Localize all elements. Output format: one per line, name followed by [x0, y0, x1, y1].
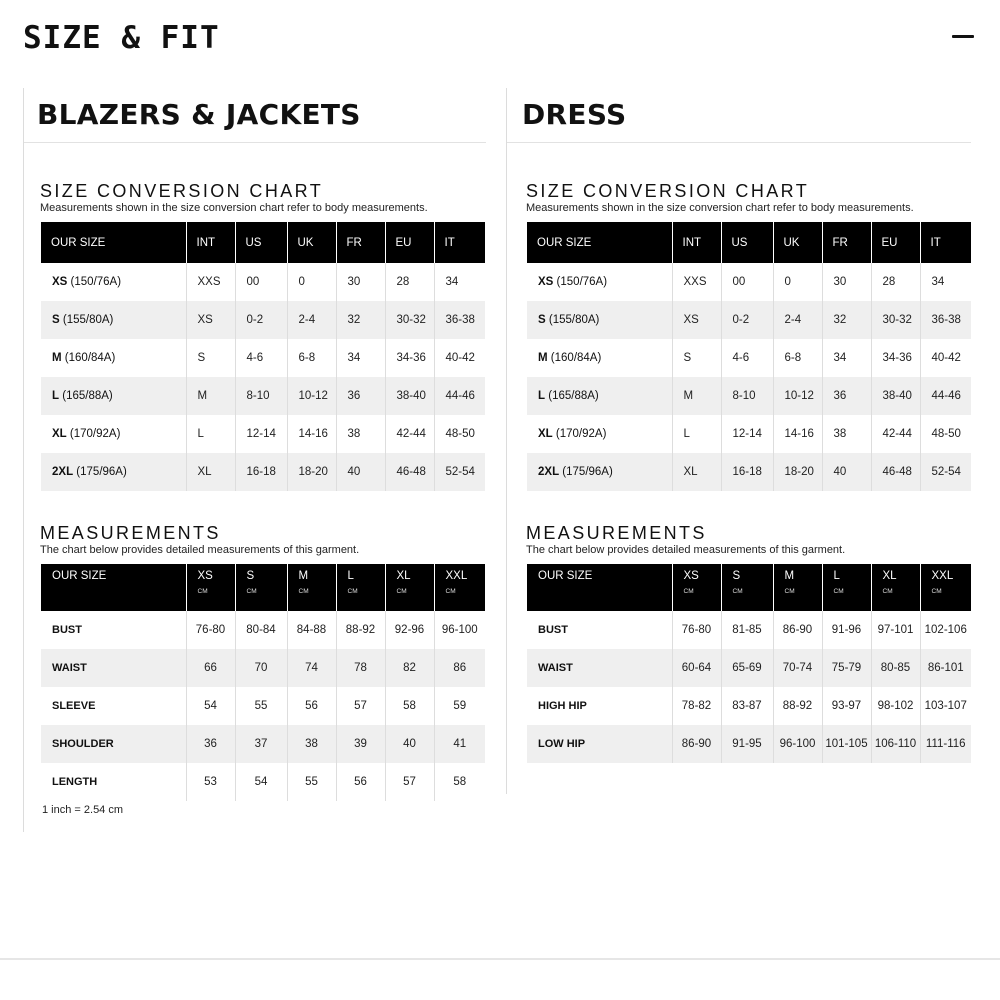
column-header: IT	[920, 222, 971, 263]
table-cell: 55	[287, 763, 336, 801]
size-label	[527, 301, 672, 339]
table-header-row	[527, 222, 971, 263]
size-label	[527, 339, 672, 377]
column-header: INT	[186, 222, 235, 263]
table-cell: 76-80	[186, 611, 235, 649]
table-cell: 97-101	[871, 611, 920, 649]
size-label	[41, 415, 186, 453]
table-cell: 14-16	[773, 415, 822, 453]
table-cell: 84-88	[287, 611, 336, 649]
table-cell: 00	[721, 263, 773, 301]
table-cell: 70	[235, 649, 287, 687]
table-cell: 106-110	[871, 725, 920, 763]
page-title: SIZE & FIT	[23, 20, 220, 56]
size-label	[41, 263, 186, 301]
size-column-header	[822, 564, 871, 611]
column-header: FR	[822, 222, 871, 263]
table-cell: 78	[336, 649, 385, 687]
size-code: 2XL	[52, 466, 74, 478]
size-detail: (170/92A)	[555, 428, 607, 440]
table-row	[527, 415, 971, 453]
table-row	[41, 377, 485, 415]
table-cell: 38-40	[871, 377, 920, 415]
conversion-heading: SIZE CONVERSION CHART	[526, 181, 810, 201]
size-code: XS	[683, 570, 699, 582]
measurement-label: HIGH HIP	[527, 687, 672, 725]
table-cell: 38-40	[385, 377, 434, 415]
table-row	[527, 649, 971, 687]
table-cell: S	[672, 339, 721, 377]
table-cell: M	[186, 377, 235, 415]
measurements-table	[527, 564, 971, 763]
size-label	[527, 415, 672, 453]
table-cell: 2-4	[773, 301, 822, 339]
table-cell: M	[672, 377, 721, 415]
table-cell: 12-14	[721, 415, 773, 453]
size-code: M	[538, 352, 548, 364]
table-cell: 57	[336, 687, 385, 725]
table-cell: 40	[385, 725, 434, 763]
table-cell: 56	[336, 763, 385, 801]
size-detail: (155/80A)	[548, 314, 600, 326]
size-column-header	[186, 564, 235, 611]
table-cell: 46-48	[385, 453, 434, 491]
size-code: S	[732, 570, 741, 582]
conversion-note: Measurements shown in the size conversion chart refer to body measurements.	[526, 202, 914, 214]
table-cell: L	[186, 415, 235, 453]
table-cell: 83-87	[721, 687, 773, 725]
table-cell: 54	[186, 687, 235, 725]
size-detail: (175/96A)	[562, 466, 613, 478]
table-row	[527, 611, 971, 649]
size-code: M	[52, 352, 62, 364]
size-code: XXL	[931, 570, 954, 582]
unit-conversion-footnote: 1 inch = 2.54 cm	[42, 804, 124, 816]
table-cell: 39	[336, 725, 385, 763]
table-cell: XXS	[186, 263, 235, 301]
column-header: OUR SIZE	[41, 222, 186, 263]
table-cell: XS	[186, 301, 235, 339]
table-header-row	[41, 222, 485, 263]
unit-label: CM	[882, 588, 893, 595]
table-cell: 70-74	[773, 649, 822, 687]
table-cell: 36	[336, 377, 385, 415]
size-code: S	[52, 314, 60, 326]
table-row	[41, 725, 485, 763]
size-code: XL	[882, 570, 897, 582]
table-cell: XS	[672, 301, 721, 339]
table-cell: 48-50	[445, 428, 475, 440]
table-cell: 32	[822, 301, 871, 339]
measurement-label: SHOULDER	[41, 725, 186, 763]
table-cell: 52-54	[434, 453, 485, 491]
table-cell: 40-42	[931, 352, 961, 364]
minus-icon	[952, 35, 974, 38]
size-code: L	[52, 390, 60, 402]
table-row	[41, 611, 485, 649]
size-detail: (155/80A)	[62, 314, 114, 326]
table-cell: 74	[287, 649, 336, 687]
table-cell: 36-38	[434, 301, 485, 339]
table-row	[527, 263, 971, 301]
size-detail: (175/96A)	[76, 466, 127, 478]
table-cell: 76-80	[672, 611, 721, 649]
size-column-header	[871, 564, 920, 611]
collapse-button[interactable]	[948, 22, 980, 50]
table-row	[41, 263, 485, 301]
table-row	[527, 377, 971, 415]
table-cell: 12-14	[235, 415, 287, 453]
table-cell: 92-96	[385, 611, 434, 649]
measurements-heading: MEASUREMENTS	[526, 523, 707, 543]
table-cell: 38	[822, 415, 871, 453]
size-column-header	[385, 564, 434, 611]
size-detail: (150/76A)	[70, 276, 122, 288]
column-header: US	[721, 222, 773, 263]
table-cell: 75-79	[822, 649, 871, 687]
table-cell: 111-116	[920, 725, 971, 763]
size-code: M	[784, 570, 795, 582]
measurements-table	[41, 564, 485, 801]
table-cell: 30	[822, 263, 871, 301]
measurement-label: LENGTH	[41, 763, 186, 801]
table-cell: 42-44	[871, 415, 920, 453]
table-cell: 88-92	[773, 687, 822, 725]
table-cell: 0	[773, 263, 822, 301]
size-detail: (165/88A)	[548, 390, 599, 402]
table-cell: 34	[336, 339, 385, 377]
table-cell: 59	[453, 700, 467, 712]
table-cell: 88-92	[336, 611, 385, 649]
column-header: OUR SIZE	[527, 564, 672, 611]
table-cell: 102-106	[924, 624, 967, 636]
size-column-header	[920, 564, 971, 611]
table-row	[527, 301, 971, 339]
table-cell: 65-69	[721, 649, 773, 687]
table-cell: 42-44	[385, 415, 434, 453]
unit-label: CM	[683, 588, 694, 595]
column-header: OUR SIZE	[527, 222, 672, 263]
table-cell: 91-95	[721, 725, 773, 763]
measurement-label: WAIST	[41, 649, 186, 687]
table-row	[41, 687, 485, 725]
column-header: EU	[871, 222, 920, 263]
table-row	[41, 453, 485, 491]
table-cell: 2-4	[287, 301, 336, 339]
table-cell: 32	[336, 301, 385, 339]
size-column-header	[336, 564, 385, 611]
column-header: OUR SIZE	[41, 564, 186, 611]
table-cell: 86-101	[920, 649, 971, 687]
table-row	[41, 415, 485, 453]
table-cell: 44-46	[434, 377, 485, 415]
table-row	[41, 763, 485, 801]
table-cell: 86-90	[672, 725, 721, 763]
table-cell: 93-97	[822, 687, 871, 725]
size-label	[41, 453, 186, 491]
table-cell: 52-54	[920, 453, 971, 491]
table-cell: 8-10	[235, 377, 287, 415]
table-cell: 0	[287, 263, 336, 301]
table-row	[527, 339, 971, 377]
measurements-note: The chart below provides detailed measurements of this garment.	[40, 544, 360, 556]
size-column-header	[235, 564, 287, 611]
size-code: XL	[396, 570, 411, 582]
table-cell: 40	[336, 453, 385, 491]
table-cell: 53	[186, 763, 235, 801]
table-cell: 30-32	[871, 301, 920, 339]
size-conversion-table	[41, 222, 485, 491]
unit-label: CM	[347, 588, 358, 595]
table-header-row	[527, 564, 971, 611]
column-header: INT	[672, 222, 721, 263]
table-cell: 28	[871, 263, 920, 301]
table-cell: 4-6	[235, 339, 287, 377]
table-cell: 38	[336, 415, 385, 453]
size-code: L	[833, 570, 840, 582]
size-label	[41, 301, 186, 339]
size-detail: (165/88A)	[62, 390, 113, 402]
table-cell: 34-36	[871, 339, 920, 377]
table-cell: 37	[235, 725, 287, 763]
conversion-note: Measurements shown in the size conversion chart refer to body measurements.	[40, 202, 428, 214]
table-cell: 101-105	[822, 725, 871, 763]
size-code: XL	[538, 428, 553, 440]
table-cell: 40-42	[445, 352, 475, 364]
size-column-header	[721, 564, 773, 611]
table-row	[41, 649, 485, 687]
size-code: L	[538, 390, 546, 402]
column-header: UK	[287, 222, 336, 263]
table-cell: 30-32	[385, 301, 434, 339]
table-cell: 86	[434, 649, 485, 687]
measurement-label: LOW HIP	[527, 725, 672, 763]
table-cell: 44-46	[920, 377, 971, 415]
size-label	[41, 377, 186, 415]
table-cell: 14-16	[287, 415, 336, 453]
table-cell: 46-48	[871, 453, 920, 491]
table-cell: 36-38	[920, 301, 971, 339]
unit-label: CM	[732, 588, 743, 595]
table-cell: 58	[385, 687, 434, 725]
measurement-label: SLEEVE	[41, 687, 186, 725]
table-row	[41, 301, 485, 339]
table-cell: 8-10	[721, 377, 773, 415]
measurement-label: WAIST	[527, 649, 672, 687]
table-cell: 16-18	[721, 453, 773, 491]
panel-blazers-jackets	[23, 88, 487, 832]
table-cell: 98-102	[871, 687, 920, 725]
table-cell: 48-50	[931, 428, 961, 440]
table-cell: 58	[453, 776, 467, 788]
table-cell: 6-8	[773, 339, 822, 377]
size-detail: (170/92A)	[69, 428, 121, 440]
table-cell: 56	[287, 687, 336, 725]
table-cell: 34-36	[385, 339, 434, 377]
size-column-header	[434, 564, 485, 611]
table-cell: 4-6	[721, 339, 773, 377]
table-cell: 00	[235, 263, 287, 301]
table-cell: 41	[434, 725, 485, 763]
size-code: XL	[52, 428, 67, 440]
table-cell: 80-84	[235, 611, 287, 649]
table-cell: 82	[385, 649, 434, 687]
size-label	[527, 453, 672, 491]
table-cell: 60-64	[672, 649, 721, 687]
size-label	[41, 339, 186, 377]
column-header: IT	[434, 222, 485, 263]
table-cell: 34	[445, 276, 459, 288]
unit-label: CM	[784, 588, 795, 595]
table-cell: 18-20	[287, 453, 336, 491]
title-divider	[507, 142, 971, 143]
column-header: US	[235, 222, 287, 263]
size-code: S	[538, 314, 546, 326]
panel-dress	[506, 88, 971, 794]
unit-label: CM	[298, 588, 309, 595]
size-code: L	[347, 570, 354, 582]
bottom-divider	[0, 958, 1000, 960]
table-cell: 78-82	[672, 687, 721, 725]
size-conversion-table	[527, 222, 971, 491]
table-cell: 54	[235, 763, 287, 801]
size-code: XS	[197, 570, 213, 582]
unit-label: CM	[396, 588, 407, 595]
table-cell: 81-85	[721, 611, 773, 649]
table-cell: 91-96	[822, 611, 871, 649]
size-code: M	[298, 570, 309, 582]
size-label	[527, 377, 672, 415]
table-cell: 0-2	[721, 301, 773, 339]
measurement-label: BUST	[527, 611, 672, 649]
table-cell: 36	[186, 725, 235, 763]
size-label	[527, 263, 672, 301]
table-cell: 34	[931, 276, 945, 288]
panel-title: BLAZERS & JACKETS	[37, 98, 361, 131]
table-cell: 96-100	[773, 725, 822, 763]
table-cell: 34	[822, 339, 871, 377]
measurements-heading: MEASUREMENTS	[40, 523, 221, 543]
table-cell: 103-107	[924, 700, 967, 712]
unit-label: CM	[445, 588, 456, 595]
measurements-note: The chart below provides detailed measurements of this garment.	[526, 544, 846, 556]
table-cell: 16-18	[235, 453, 287, 491]
table-cell: 36	[822, 377, 871, 415]
title-divider	[24, 142, 486, 143]
table-row	[527, 725, 971, 763]
table-cell: 86-90	[773, 611, 822, 649]
table-cell: 40	[822, 453, 871, 491]
size-detail: (150/76A)	[556, 276, 608, 288]
table-cell: 18-20	[773, 453, 822, 491]
table-cell: XL	[186, 453, 235, 491]
table-row	[527, 453, 971, 491]
table-cell: 80-85	[871, 649, 920, 687]
table-cell: 96-100	[441, 624, 478, 636]
page-header	[0, 0, 1000, 80]
table-row	[41, 339, 485, 377]
column-header: EU	[385, 222, 434, 263]
size-code: XS	[52, 276, 68, 288]
size-code: XXL	[445, 570, 468, 582]
size-column-header	[287, 564, 336, 611]
table-header-row	[41, 564, 485, 611]
unit-label: CM	[246, 588, 257, 595]
column-header: FR	[336, 222, 385, 263]
table-cell: L	[672, 415, 721, 453]
conversion-heading: SIZE CONVERSION CHART	[40, 181, 324, 201]
table-cell: XL	[672, 453, 721, 491]
measurement-label: BUST	[41, 611, 186, 649]
table-cell: 66	[186, 649, 235, 687]
unit-label: CM	[833, 588, 844, 595]
size-column-header	[773, 564, 822, 611]
table-cell: 28	[385, 263, 434, 301]
column-header: UK	[773, 222, 822, 263]
table-cell: 10-12	[773, 377, 822, 415]
size-detail: (160/84A)	[550, 352, 602, 364]
table-cell: 55	[235, 687, 287, 725]
table-cell: 30	[336, 263, 385, 301]
size-code: XS	[538, 276, 554, 288]
table-row	[527, 687, 971, 725]
table-cell: 0-2	[235, 301, 287, 339]
size-code: S	[246, 570, 255, 582]
panel-title: DRESS	[522, 98, 627, 131]
table-cell: 57	[385, 763, 434, 801]
table-cell: XXS	[672, 263, 721, 301]
unit-label: CM	[931, 588, 942, 595]
unit-label: CM	[197, 588, 208, 595]
table-cell: 10-12	[287, 377, 336, 415]
size-detail: (160/84A)	[64, 352, 116, 364]
table-cell: 6-8	[287, 339, 336, 377]
table-cell: 38	[287, 725, 336, 763]
table-cell: S	[186, 339, 235, 377]
size-column-header	[672, 564, 721, 611]
size-code: 2XL	[538, 466, 560, 478]
